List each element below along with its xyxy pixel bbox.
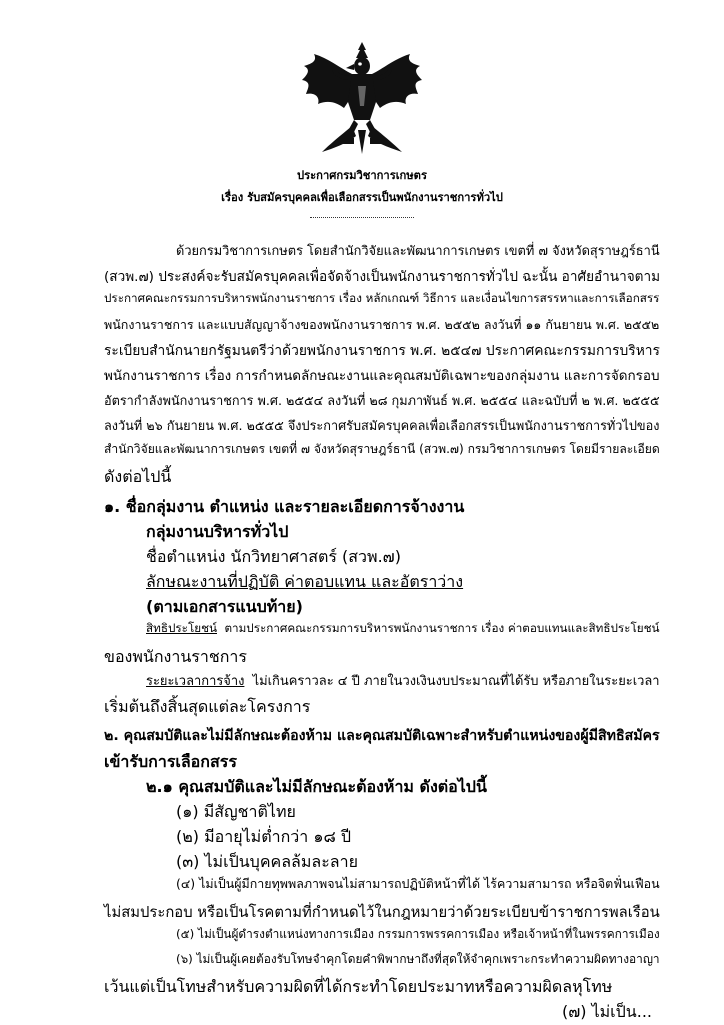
section-2-heading-cont: เข้ารับการเลือกสรร (104, 752, 237, 771)
job-nature-link: ลักษณะงานที่ปฏิบัติ ค่าตอบแทน และอัตราว่าง (146, 572, 464, 591)
section-2-heading: ๒. คุณสมบัติและไม่มีลักษณะต้องห้าม และคุณสมบัติเฉพาะสำหรับตำแหน่งของผู้มีสิทธิสมัคร (104, 728, 660, 744)
qualification-item-2: (๒) มีอายุไม่ต่ำกว่า ๑๘ ปี (176, 827, 352, 846)
intro-line-7: อัตรากำลังพนักงานราชการ พ.ศ. ๒๕๕๔ ลงวันที่ ๒๘ กุมภาพันธ์ พ.ศ. ๒๕๕๔ และฉบับที่ ๒ พ.ศ. ๒๕๕๕ (104, 393, 660, 408)
intro-line-1: ด้วยกรมวิชาการเกษตร โดยสำนักวิจัยและพัฒนาการเกษตร เขตที่ ๗ จังหวัดสุราษฎร์ธานี (176, 244, 660, 259)
benefits-line (146, 620, 660, 638)
qualification-item-6: (๖) ไม่เป็นผู้เคยต้องรับโทษจำคุกโดยคำพิพากษาถึงที่สุดให้จำคุกเพราะกระทำความผิดทางอาญา (176, 952, 660, 966)
continuation-marker: (๗) ไม่เป็น... (561, 1002, 652, 1021)
attachment-note: (ตามเอกสารแนบท้าย) (146, 597, 303, 616)
section-1-heading: ๑. ชื่อกลุ่มงาน ตำแหน่ง และรายละเอียดการจ้างงาน (104, 497, 465, 516)
benefits-label: สิทธิประโยชน์ (146, 621, 217, 635)
qualification-item-4-cont: ไม่สมประกอบ หรือเป็นโรคตามที่กำหนดไว้ในกฎหมายว่าด้วยระเบียบข้าราชการพลเรือน (104, 904, 660, 921)
announcement-subject: เรื่อง รับสมัครบุคคลเพื่อเลือกสรรเป็นพนักงานราชการทั่วไป (221, 191, 503, 204)
period-cont: เริ่มต้นถึงสิ้นสุดแต่ละโครงการ (104, 697, 311, 716)
intro-line-9: สำนักวิจัยและพัฒนาการเกษตร เขตที่ ๗ จังหวัดสุราษฎร์ธานี (สวพ.๗) กรมวิชาการเกษตร โดยมีรายละเอียด (104, 442, 660, 456)
intro-line-6: พนักงานราชการ เรื่อง การกำหนดลักษณะงานและคุณสมบัติเฉพาะของกลุ่มงาน และการจัดกรอบ (104, 368, 660, 384)
benefits-cont: ของพนักงานราชการ (104, 647, 247, 666)
intro-line-2: (สวพ.๗) ประสงค์จะรับสมัครบุคคลเพื่อจัดจ้างเป็นพนักงานราชการทั่วไป ฉะนั้น อาศัยอำนาจตาม (104, 269, 661, 285)
section-2-1-heading: ๒.๑ คุณสมบัติและไม่มีลักษณะต้องห้าม ดังต่อไปนี้ (146, 777, 487, 796)
job-group: กลุ่มงานบริหารทั่วไป (146, 522, 289, 541)
intro-line-4: พนักงานราชการ และแบบสัญญาจ้างของพนักงานราชการ พ.ศ. ๒๕๕๒ ลงวันที่ ๑๑ กันยายน พ.ศ. ๒๕๕๒ (104, 317, 660, 332)
intro-line-3: ประกาศคณะกรรมการบริหารพนักงานราชการ เรื่อง หลักเกณฑ์ วิธีการ และเงื่อนไขการสรรหาและการเลือกสรร (104, 291, 660, 305)
title-divider (310, 217, 414, 218)
intro-line-5: ระเบียบสำนักนายกรัฐมนตรีว่าด้วยพนักงานราชการ พ.ศ. ๒๕๔๗ ประกาศคณะกรรมการบริหาร (104, 343, 660, 359)
period-text: ไม่เกินคราวละ ๔ ปี ภายในวงเงินงบประมาณที่ได้รับ หรือภายในระยะเวลา (252, 674, 660, 689)
qualification-item-3: (๓) ไม่เป็นบุคคลล้มละลาย (176, 852, 358, 871)
period-label: ระยะเวลาการจ้าง (146, 674, 245, 689)
garuda-emblem-icon (300, 40, 424, 156)
announcement-title: ประกาศกรมวิชาการเกษตร (297, 169, 427, 182)
intro-line-10: ดังต่อไปนี้ (104, 467, 172, 486)
intro-line-8: ลงวันที่ ๒๖ กันยายน พ.ศ. ๒๕๕๕ จึงประกาศรับสมัครบุคคลเพื่อเลือกสรรเป็นพนักงานราชการทั่วไปของ (104, 419, 660, 434)
benefits-text: ตามประกาศคณะกรรมการบริหารพนักงานราชการ เรื่อง ค่าตอบแทนและสิทธิประโยชน์ (224, 621, 660, 635)
qualification-item-5: (๕) ไม่เป็นผู้ดำรงตำแหน่งทางการเมือง กรรมการพรรคการเมือง หรือเจ้าหน้าที่ในพรรคการเมือง (176, 927, 660, 941)
qualification-item-4: (๔) ไม่เป็นผู้มีกายทุพพลภาพจนไม่สามารถปฏิบัติหน้าที่ได้ ไร้ความสามารถ หรือจิตฟั่นเฟือน (176, 876, 660, 891)
qualification-item-6-cont: เว้นแต่เป็นโทษสำหรับความผิดที่ได้กระทำโดยประมาทหรือความผิดลหุโทษ (104, 977, 613, 996)
position-name: ชื่อตำแหน่ง นักวิทยาศาสตร์ (สวพ.๗) (146, 547, 401, 566)
period-line (146, 670, 660, 691)
qualification-item-1: (๑) มีสัญชาติไทย (176, 802, 296, 821)
